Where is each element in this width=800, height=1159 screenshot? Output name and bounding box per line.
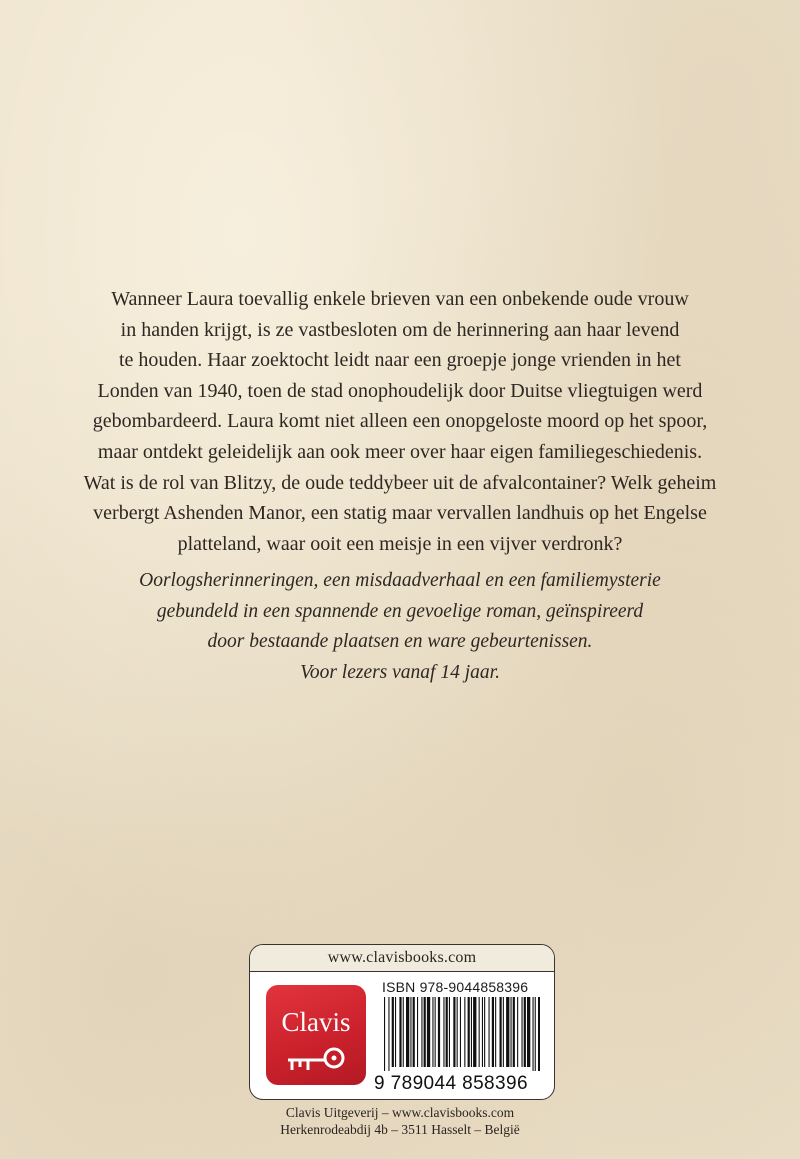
barcode-bar (533, 997, 534, 1071)
tagline-line: Oorlogsherinneringen, een misdaadverhaal en een familiemysterie (139, 570, 661, 591)
barcode-bar (424, 997, 426, 1067)
blurb-line: Wanneer Laura toevallig enkele brieven van een onbekende oude vrouw (111, 288, 689, 310)
key-icon (286, 1045, 348, 1075)
tagline-line: gebundeld in een spannende en gevoelige roman, geïnspireerd (156, 600, 644, 622)
tagline (60, 566, 740, 688)
barcode-bar (427, 997, 430, 1067)
barcode-bar (527, 997, 530, 1067)
website-label: www.clavisbooks.com (250, 945, 554, 972)
barcode-bar (453, 997, 455, 1067)
blurb-line: Wat is de rol van Blitzy, de oude teddybeer uit de afvalcontainer? Welk geheim (83, 471, 717, 494)
imprint-line: Clavis Uitgeverij – www.clavisbooks.com (285, 1105, 515, 1120)
barcode-bar (482, 997, 483, 1067)
blurb-line: verbergt Ashenden Manor, een statig maar vervallen landhuis op het Engelse (93, 502, 707, 525)
back-cover-blurb (60, 284, 740, 559)
barcode-digits: 9 789044 858396 (374, 1073, 528, 1094)
barcode-bar (473, 997, 476, 1067)
barcode-bar (435, 997, 436, 1067)
barcode-bar (503, 997, 504, 1067)
barcode-bar (406, 997, 409, 1067)
barcode-bar (460, 997, 461, 1067)
tagline-line: door bestaande plaatsen en ware gebeurtenissen. (207, 631, 593, 652)
barcode-bar (384, 997, 385, 1071)
barcode-bar (524, 997, 526, 1067)
barcode-bar (522, 997, 523, 1067)
blurb-line: platteland, waar ooit een meisje in een vijver verdronk? (177, 532, 623, 555)
imprint-line: Herkenrodeabdij 4b – 3511 Hasselt – België (280, 1122, 520, 1137)
barcode (382, 997, 540, 1071)
tagline-line: Voor lezers vanaf 14 jaar. (300, 661, 500, 683)
barcode-bar (399, 997, 401, 1067)
barcode-bar (468, 997, 470, 1067)
barcode-bar (489, 997, 490, 1067)
barcode-bar (421, 997, 422, 1067)
barcode-bar (538, 997, 540, 1071)
barcode-bar (513, 997, 515, 1067)
barcode-bar (464, 997, 465, 1067)
barcode-bar (438, 997, 440, 1067)
barcode-bar (446, 997, 448, 1067)
logo-text: Clavis (281, 1007, 351, 1037)
barcode-bar (403, 997, 404, 1067)
barcode-bar (471, 997, 472, 1067)
barcode-bar (511, 997, 512, 1067)
blurb-line: gebombardeerd. Laura komt niet alleen een onopgeloste moord op het spoor, (92, 410, 708, 433)
barcode-bar (479, 997, 480, 1067)
publisher-badge (249, 944, 555, 1100)
blurb-line: te houden. Haar zoektocht leidt naar een groepje jonge vrienden in het (119, 349, 681, 372)
barcode-bar (410, 997, 411, 1067)
barcode-bar (506, 997, 509, 1067)
barcode-bar (449, 997, 450, 1067)
barcode-bar (432, 997, 433, 1067)
publisher-imprint (100, 1104, 700, 1138)
clavis-logo (266, 985, 366, 1085)
barcode-bar (392, 997, 394, 1067)
barcode-bar (492, 997, 494, 1067)
barcode-bar (413, 997, 415, 1067)
blurb-line: maar ontdekt geleidelijk aan ook meer over haar eigen familiegeschiedenis. (97, 440, 703, 463)
barcode-bar (417, 997, 418, 1067)
blurb-line: in handen krijgt, is ze vastbesloten om de herinnering aan haar levend (120, 318, 680, 341)
barcode-bar (500, 997, 502, 1067)
isbn-label: ISBN 978-9044858396 (382, 979, 529, 995)
barcode-bar (484, 997, 485, 1067)
barcode-bar (388, 997, 389, 1071)
barcode-bar (535, 997, 536, 1071)
blurb-line: Londen van 1940, toen de stad onophoudelijk door Duitse vliegtuigen werd (97, 379, 703, 402)
barcode-bar (495, 997, 496, 1067)
barcode-bar (443, 997, 444, 1067)
barcode-bar (457, 997, 458, 1067)
barcode-bar (395, 997, 396, 1067)
barcode-bar (517, 997, 518, 1067)
